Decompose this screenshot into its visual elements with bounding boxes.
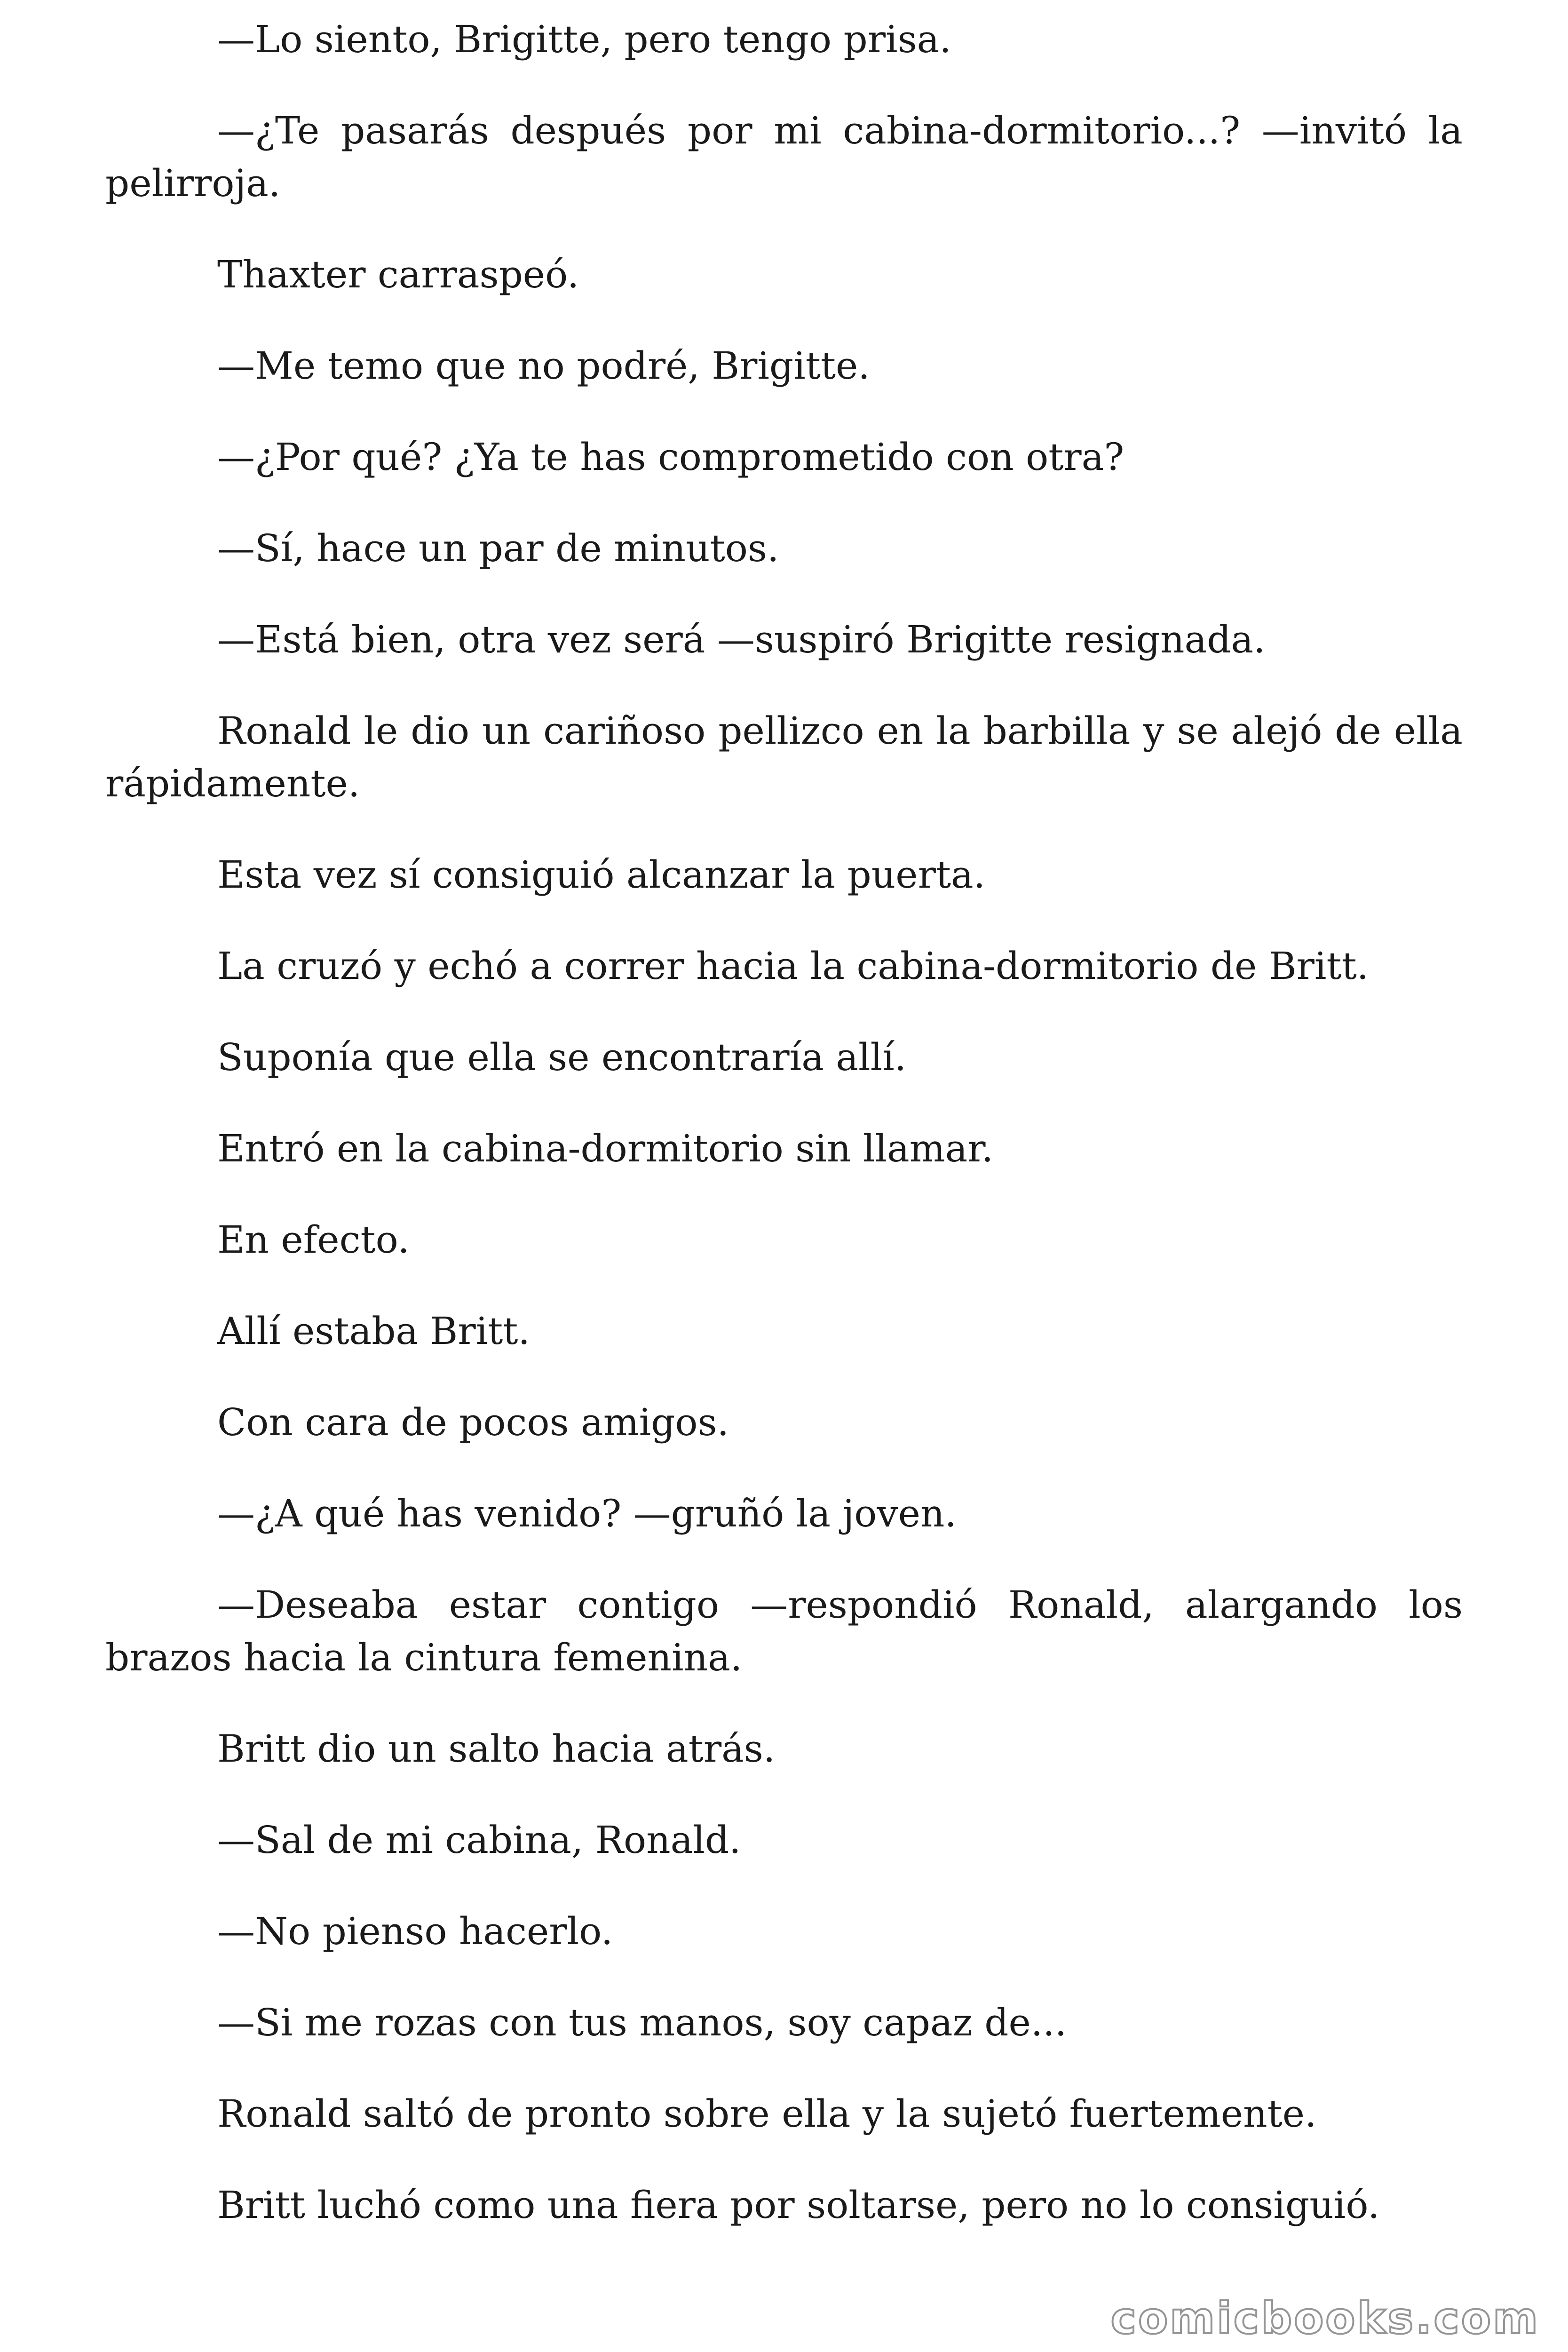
paragraph-12: Entró en la cabina-dormitorio sin llamar.	[217, 1127, 994, 1170]
paragraph-21: —Si me rozas con tus manos, soy capaz de...	[217, 2001, 1067, 2044]
watermark-logo: comicbooks.com	[1110, 2293, 1540, 2344]
paragraph-10: La cruzó y echó a correr hacia la cabina-dormitorio de Britt.	[217, 944, 1369, 988]
paragraph-9: Esta vez sí consiguió alcanzar la puerta.	[217, 853, 986, 897]
paragraph-7: —Está bien, otra vez será —suspiró Brigitte resignada.	[217, 618, 1266, 661]
paragraph-19: —Sal de mi cabina, Ronald.	[217, 1818, 741, 1862]
paragraph-16: —¿A qué has venido? —gruñó la joven.	[217, 1492, 957, 1535]
paragraph-22: Ronald saltó de pronto sobre ella y la sujetó fuertemente.	[217, 2092, 1317, 2136]
paragraph-5: —¿Por qué? ¿Ya te has comprometido con otra?	[217, 435, 1125, 479]
paragraph-8: Ronald le dio un cariñoso pellizco en la barbilla y se alejó de ella rápidamente.	[105, 709, 1463, 805]
paragraph-3: Thaxter carraspeó.	[217, 253, 579, 296]
paragraph-4: —Me temo que no podré, Brigitte.	[217, 344, 870, 388]
paragraph-6: —Sí, hace un par de minutos.	[217, 526, 779, 570]
paragraph-17: —Deseaba estar contigo —respondió Ronald, alargando los brazos hacia la cintura femenina.	[105, 1583, 1463, 1679]
paragraph-23: Britt luchó como una fiera por soltarse, pero no lo consiguió.	[217, 2183, 1380, 2227]
paragraph-2: —¿Te pasarás después por mi cabina-dormitorio...? —invitó la pelirroja.	[105, 109, 1463, 205]
paragraph-18: Britt dio un salto hacia atrás.	[217, 1727, 776, 1771]
paragraph-1: —Lo siento, Brigitte, pero tengo prisa.	[217, 17, 951, 61]
paragraph-14: Allí estaba Britt.	[217, 1309, 530, 1353]
book-page	[105, 13, 1463, 2232]
paragraph-15: Con cara de pocos amigos.	[217, 1400, 729, 1444]
paragraph-20: —No pienso hacerlo.	[217, 1909, 613, 1953]
paragraph-11: Suponía que ella se encontraría allí.	[217, 1035, 907, 1079]
paragraph-13: En efecto.	[217, 1218, 410, 1262]
